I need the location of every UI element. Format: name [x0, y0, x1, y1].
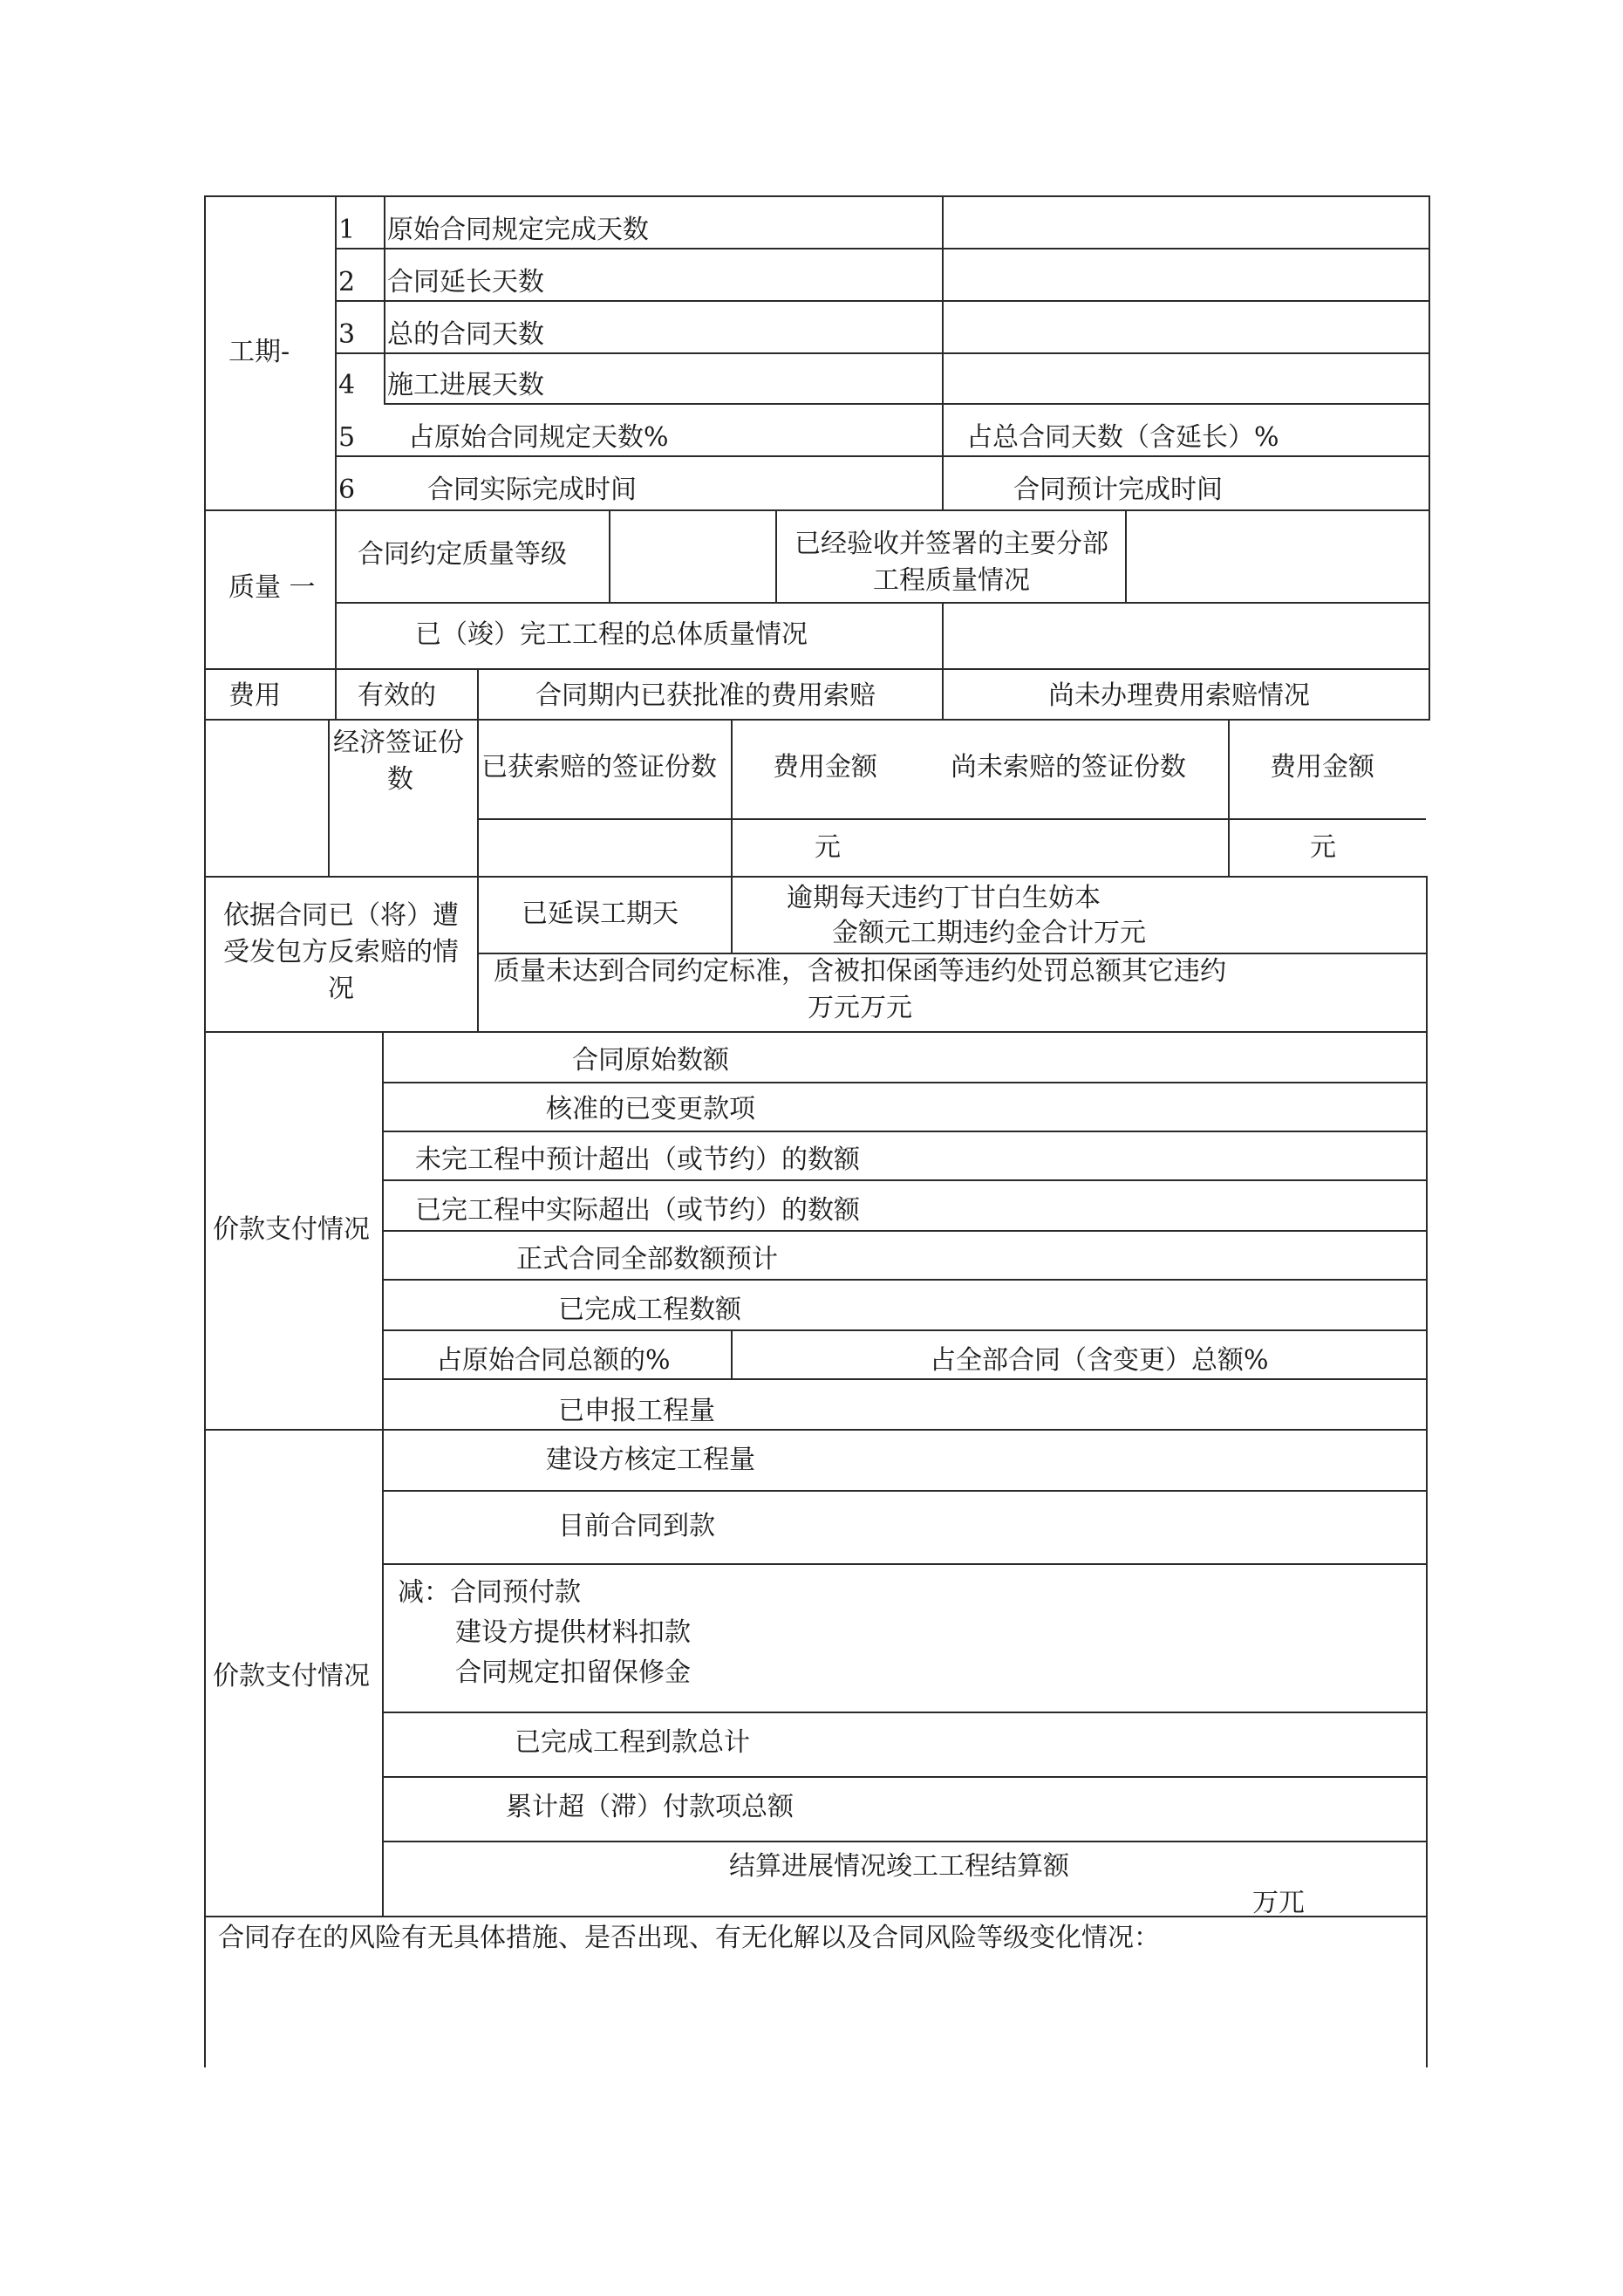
border-right-lower: [1426, 876, 1428, 2067]
divider: [328, 719, 330, 878]
row-number: 3: [338, 319, 356, 350]
payment-row: 核准的已变更款项: [546, 1094, 755, 1124]
divider: [335, 602, 1430, 604]
row-label-secondary: 合同预计完成时间: [1013, 475, 1223, 505]
row-number: 2: [338, 267, 356, 297]
pct-original: 占原始合同总额的%: [436, 1345, 671, 1376]
divider: [382, 1279, 1426, 1281]
reported-quantity: 已申报工程量: [558, 1396, 715, 1426]
received-payment: 目前合同到款: [558, 1511, 715, 1541]
divider: [204, 509, 1430, 511]
claimed-visa-count: 已获索赔的签证份数: [481, 752, 717, 782]
row-label: 占原始合同规定天数%: [408, 422, 669, 453]
delay-days: 已延误工期天: [522, 899, 679, 929]
quality-penalty-line1: 质量未达到合同约定标准，含被扣保函等违约处罚总额其它违约: [494, 956, 1226, 987]
row-label: 合同延长天数: [387, 267, 544, 297]
border-left: [204, 195, 206, 2067]
row-number: 5: [338, 422, 356, 453]
less-advance: 减：合同预付款: [398, 1577, 581, 1608]
divider: [204, 1429, 1428, 1431]
pct-total: 占全部合同（含变更）总额%: [930, 1345, 1269, 1376]
cumulative-total: 累计超（滞）付款项总额: [506, 1792, 794, 1822]
less-material: 建设方提供材料扣款: [455, 1617, 691, 1648]
row-label-secondary: 占总合同天数（含延长）%: [966, 422, 1279, 453]
divider: [382, 1563, 1426, 1565]
payment-label: 价款支付情况: [213, 1661, 370, 1691]
quality-overall: 已（竣）完工工程的总体质量情况: [415, 619, 808, 650]
row-label: 总的合同天数: [387, 319, 544, 350]
divider: [204, 1916, 1428, 1917]
divider: [382, 1082, 1426, 1083]
divider: [204, 876, 1428, 878]
divider: [335, 455, 1430, 457]
row-label: 原始合同规定完成天数: [387, 215, 649, 245]
approved-quantity: 建设方核定工程量: [546, 1445, 755, 1475]
payment-label: 价款支付情况: [213, 1214, 370, 1245]
payment-row: 合同原始数额: [572, 1045, 729, 1076]
unclaimed-visa-count: 尚未索赔的签证份数: [951, 752, 1186, 782]
divider: [1228, 719, 1230, 876]
divider: [731, 876, 733, 953]
counter-claim-label-line2: 受发包方反索赔的情: [223, 937, 459, 967]
divider: [335, 248, 1430, 249]
counter-claim-label-line1: 依据合同已（将）遭: [223, 900, 459, 931]
divider: [382, 1378, 1426, 1380]
payment-row: 未完工程中预计超出（或节约）的数额: [415, 1145, 860, 1175]
fee-amount-1: 费用金额: [773, 752, 877, 782]
unit-yuan-1: 元: [815, 832, 841, 863]
row-number: 6: [338, 475, 356, 505]
settlement-unit: 万兀: [1252, 1888, 1305, 1918]
payment-row: 已完工程中实际超出（或节约）的数额: [415, 1195, 860, 1226]
divider: [384, 403, 1430, 405]
divider: [382, 1841, 1426, 1842]
divider: [382, 1230, 1426, 1232]
divider: [942, 602, 944, 721]
quality-agreed-grade: 合同约定质量等级: [358, 539, 567, 570]
quality-accepted-line1: 已经验收并签署的主要分部: [794, 529, 1108, 559]
visa-count-line2: 数: [387, 764, 413, 795]
divider: [335, 668, 337, 721]
fee-amount-2: 费用金额: [1270, 752, 1374, 782]
completed-total: 已完成工程到款总计: [515, 1727, 750, 1758]
divider: [477, 876, 479, 1033]
divider: [382, 1131, 1426, 1132]
divider: [335, 352, 1430, 354]
divider: [477, 818, 1426, 820]
divider: [384, 195, 385, 403]
divider: [204, 719, 1430, 721]
unit-yuan-2: 元: [1310, 832, 1336, 863]
less-retention: 合同规定扣留保修金: [455, 1657, 691, 1688]
divider: [335, 509, 337, 670]
divider: [382, 1490, 1426, 1492]
divider: [382, 1776, 1426, 1778]
border-right-upper: [1429, 195, 1430, 721]
risk-statement: 合同存在的风险有无具体措施、是否出现、有无化解以及合同风险等级变化情况：: [218, 1923, 1160, 1953]
visa-count-line1: 经济签证份: [333, 728, 464, 758]
quality-accepted-line2: 工程质量情况: [873, 565, 1030, 596]
divider: [204, 1031, 1428, 1033]
cost-valid: 有效的: [358, 680, 436, 711]
divider: [382, 1329, 1426, 1331]
divider: [731, 1329, 733, 1380]
penalty-line1: 逾期每天违约丁甘白生妨本: [787, 883, 1101, 913]
divider: [335, 300, 1430, 302]
schedule-label: 工期-: [228, 337, 290, 367]
divider: [382, 1179, 1426, 1181]
cost-pending: 尚未办理费用索赔情况: [1048, 680, 1310, 711]
row-label: 合同实际完成时间: [427, 475, 637, 505]
divider: [477, 668, 479, 878]
cost-approved: 合同期内已获批准的费用索赔: [535, 680, 876, 711]
divider: [731, 719, 733, 876]
quality-label: 质量 一: [228, 572, 316, 603]
row-number: 1: [338, 215, 356, 245]
settlement: 结算进展情况竣工工程结算额: [729, 1851, 1069, 1882]
counter-claim-label-line3: 况: [328, 974, 354, 1004]
row-label: 施工进展天数: [387, 370, 544, 400]
row-number: 4: [338, 370, 356, 400]
divider: [382, 1712, 1426, 1713]
cost-label: 费用: [228, 680, 281, 711]
payment-row: 已完成工程数额: [558, 1295, 741, 1325]
quality-penalty-line2: 万元万元: [808, 993, 912, 1023]
divider: [382, 1031, 384, 1917]
divider: [204, 668, 1430, 670]
border-top: [204, 195, 1430, 197]
payment-row: 正式合同全部数额预计: [516, 1244, 778, 1274]
divider: [609, 509, 610, 602]
penalty-line2: 金额元工期违约金合计万元: [832, 918, 1146, 948]
divider: [477, 953, 1426, 954]
